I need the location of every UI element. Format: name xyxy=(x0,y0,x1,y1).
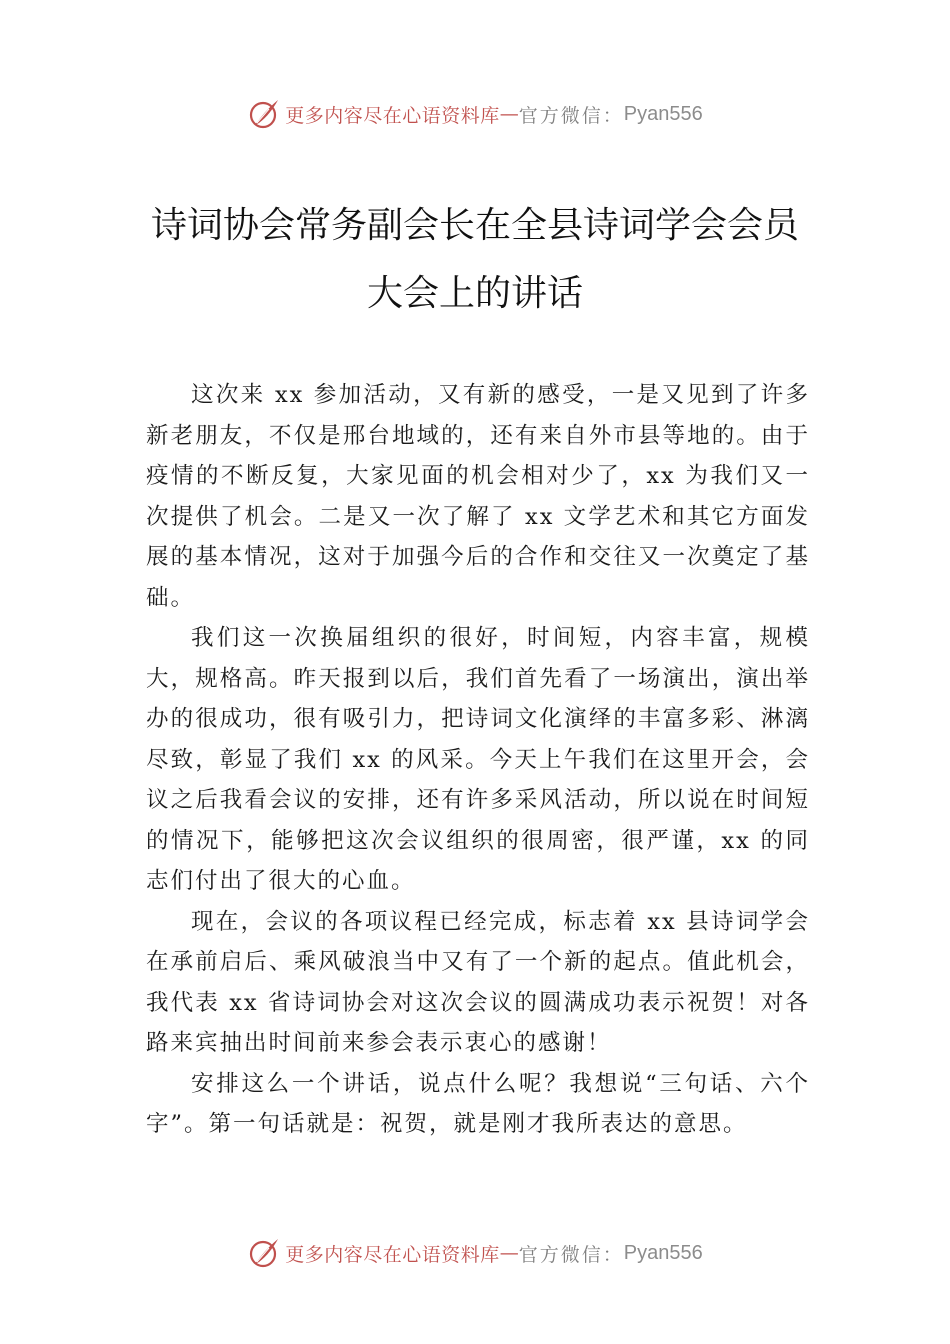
banner-separator: — xyxy=(499,1242,519,1264)
paragraph-3: 现在，会议的各项议程已经完成，标志着 xx 县诗词学会在承前启后、乘风破浪当中又有了一个新的起点。值此机会，我代表 xx 省诗词协会对这次会议的圆满成功表示祝贺！对各路来宾抽出时间前来参会表示衷心的感谢！ xyxy=(146,908,810,1056)
banner-wechat-label: 官方微信： xyxy=(518,104,624,127)
banner-tagline: 更多内容尽在心语资料库 xyxy=(285,1243,500,1266)
paragraph-2: 我们这一次换届组织的很好，时间短，内容丰富，规模大，规格高。昨天报到以后，我们首先看了一场演出，演出举办的很成功，很有吸引力，把诗词文化演绎的丰富多彩、淋漓尽致，彰显了我们 xx 的风采。今天上午我们在这里开会，会议之后我看会议的安排，还有许多采风活动，所以说在时间短的情况下，能够把这次会议组织的很周密，很严谨，xx 的同志们付出了很大的心血。 xyxy=(146,625,810,894)
banner-wechat-label: 官方微信： xyxy=(518,1243,624,1266)
header-watermark-banner xyxy=(0,94,950,134)
document-body xyxy=(146,375,810,1145)
title-line-1: 诗词协会常务副会长在全县诗词学会会员 xyxy=(150,205,799,246)
banner-separator: — xyxy=(499,103,519,125)
feather-quill-icon xyxy=(247,97,281,131)
banner-wechat-id: Pyan556 xyxy=(623,102,703,125)
banner-tagline: 更多内容尽在心语资料库 xyxy=(285,104,500,127)
banner-wechat-id: Pyan556 xyxy=(623,1241,703,1264)
footer-watermark-banner xyxy=(0,1233,950,1273)
paragraph-4: 安排这么一个讲话，说点什么呢？我想说“三句话、六个字”。第一句话就是：祝贺，就是刚才我所表达的意思。 xyxy=(146,1070,810,1137)
feather-quill-icon xyxy=(247,1236,281,1270)
paragraph-1: 这次来 xx 参加活动，又有新的感受，一是又见到了许多新老朋友，不仅是邢台地域的，还有来自外市县等地的。由于疫情的不断反复，大家见面的机会相对少了，xx 为我们又一次提供了机会。二是又一次了解了 xx 文学艺术和其它方面发展的基本情况，这对于加强今后的合作和交往又一次奠定了基础。 xyxy=(146,382,810,611)
title-line-2: 大会上的讲话 xyxy=(366,273,583,314)
document-title xyxy=(100,192,850,328)
